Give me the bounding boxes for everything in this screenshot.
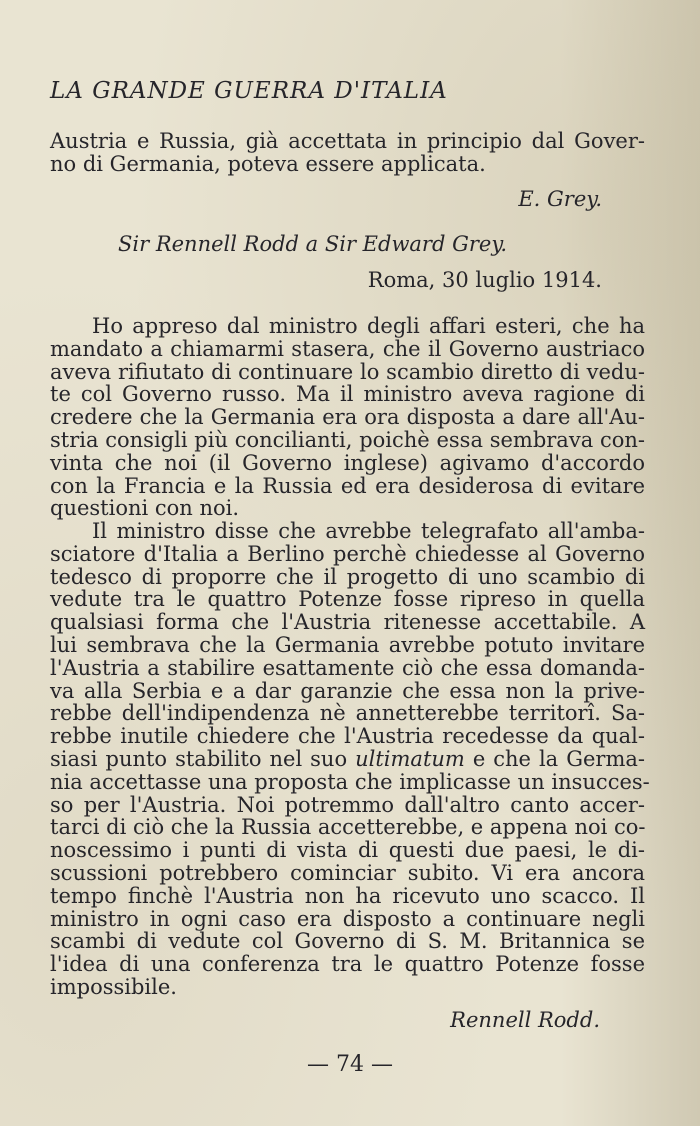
text-line: qualsiasi forma che l'Austria ritenesse accettabile. A: [50, 610, 645, 635]
text-line: scambi di vedute col Governo di S. M. Britannica se: [50, 929, 645, 954]
text-line: [50, 748, 645, 771]
text-line: te col Governo russo. Ma il ministro aveva ragione di: [50, 382, 645, 407]
running-header: LA GRANDE GUERRA D'ITALIA: [50, 78, 448, 104]
letter-signature: Rennell Rodd.: [450, 1008, 600, 1032]
text-line: stria consigli più concilianti, poichè essa sembrava con-: [50, 427, 645, 452]
intro-signature: E. Grey.: [518, 187, 602, 211]
text-line: sciatore d'Italia a Berlino perchè chiedesse al Governo: [50, 541, 645, 566]
text-line: l'idea di una conferenza tra le quattro Potenze fosse: [50, 952, 645, 977]
letter-date: Roma, 30 luglio 1914.: [367, 268, 602, 292]
text-line: Il ministro disse che avrebbe telegrafato all'amba-: [92, 519, 645, 543]
letter-paragraph-2: [50, 519, 650, 999]
intro-paragraph: [50, 130, 645, 176]
letter-paragraph-1: [50, 315, 645, 520]
text-line: vedute tra le quattro Potenze fosse ripreso in quella: [50, 587, 645, 612]
text-line: no di Germania, poteva essere applicata.: [50, 151, 486, 176]
text-line: tarci di ciò che la Russia accetterebbe, e appena noi co-: [50, 815, 646, 840]
text-line: ministro in ogni caso era disposto a continuare negli: [50, 906, 645, 931]
text-line: l'Austria a stabilire esattamente ciò che essa domanda-: [50, 655, 645, 680]
text-line: tedesco di proporre che il progetto di uno scambio di: [50, 564, 645, 589]
text-line: vinta che noi (il Governo inglese) agivamo d'accordo: [50, 450, 645, 475]
text-fragment: siasi punto stabilito nel suo: [50, 746, 348, 771]
text-line: questioni con noi.: [50, 496, 240, 521]
text-line: va alla Serbia e a dar garanzie che essa non la prive-: [50, 678, 645, 703]
text-line: lui sembrava che la Germania avrebbe potuto invitare: [50, 632, 645, 657]
text-line: rebbe inutile chiedere che l'Austria recedesse da qual-: [50, 724, 645, 749]
text-fragment: e che la Germa-: [472, 746, 645, 771]
text-line: Ho appreso dal ministro degli affari esteri, che ha: [92, 314, 645, 338]
text-line: nia accettasse una proposta che implicasse un insucces-: [50, 769, 650, 794]
letter-title: Sir Rennell Rodd a Sir Edward Grey.: [118, 232, 508, 256]
italic-term: ultimatum: [355, 746, 465, 771]
text-line: aveva rifiutato di continuare lo scambio diretto di vedu-: [50, 359, 645, 384]
text-line: noscessimo i punti di vista di questi due paesi, le di-: [50, 838, 645, 863]
text-line: scussioni potrebbero cominciar subito. Vi era ancora: [50, 860, 645, 885]
text-line: mandato a chiamarmi stasera, che il Governo austriaco: [50, 336, 645, 361]
text-line: con la Francia e la Russia ed era desiderosa di evitare: [50, 473, 645, 498]
text-line: impossibile.: [50, 974, 177, 999]
text-line: tempo finchè l'Austria non ha ricevuto uno scacco. Il: [50, 883, 645, 908]
page-number: — 74 —: [307, 1052, 393, 1077]
text-line: credere che la Germania era ora disposta a dare all'Au-: [50, 405, 645, 430]
text-line: Austria e Russia, già accettata in principio dal Gover-: [50, 129, 645, 153]
text-line: so per l'Austria. Noi potremmo dall'altro canto accer-: [50, 792, 645, 817]
text-line: rebbe dell'indipendenza nè annetterebbe territorî. Sa-: [50, 701, 645, 726]
